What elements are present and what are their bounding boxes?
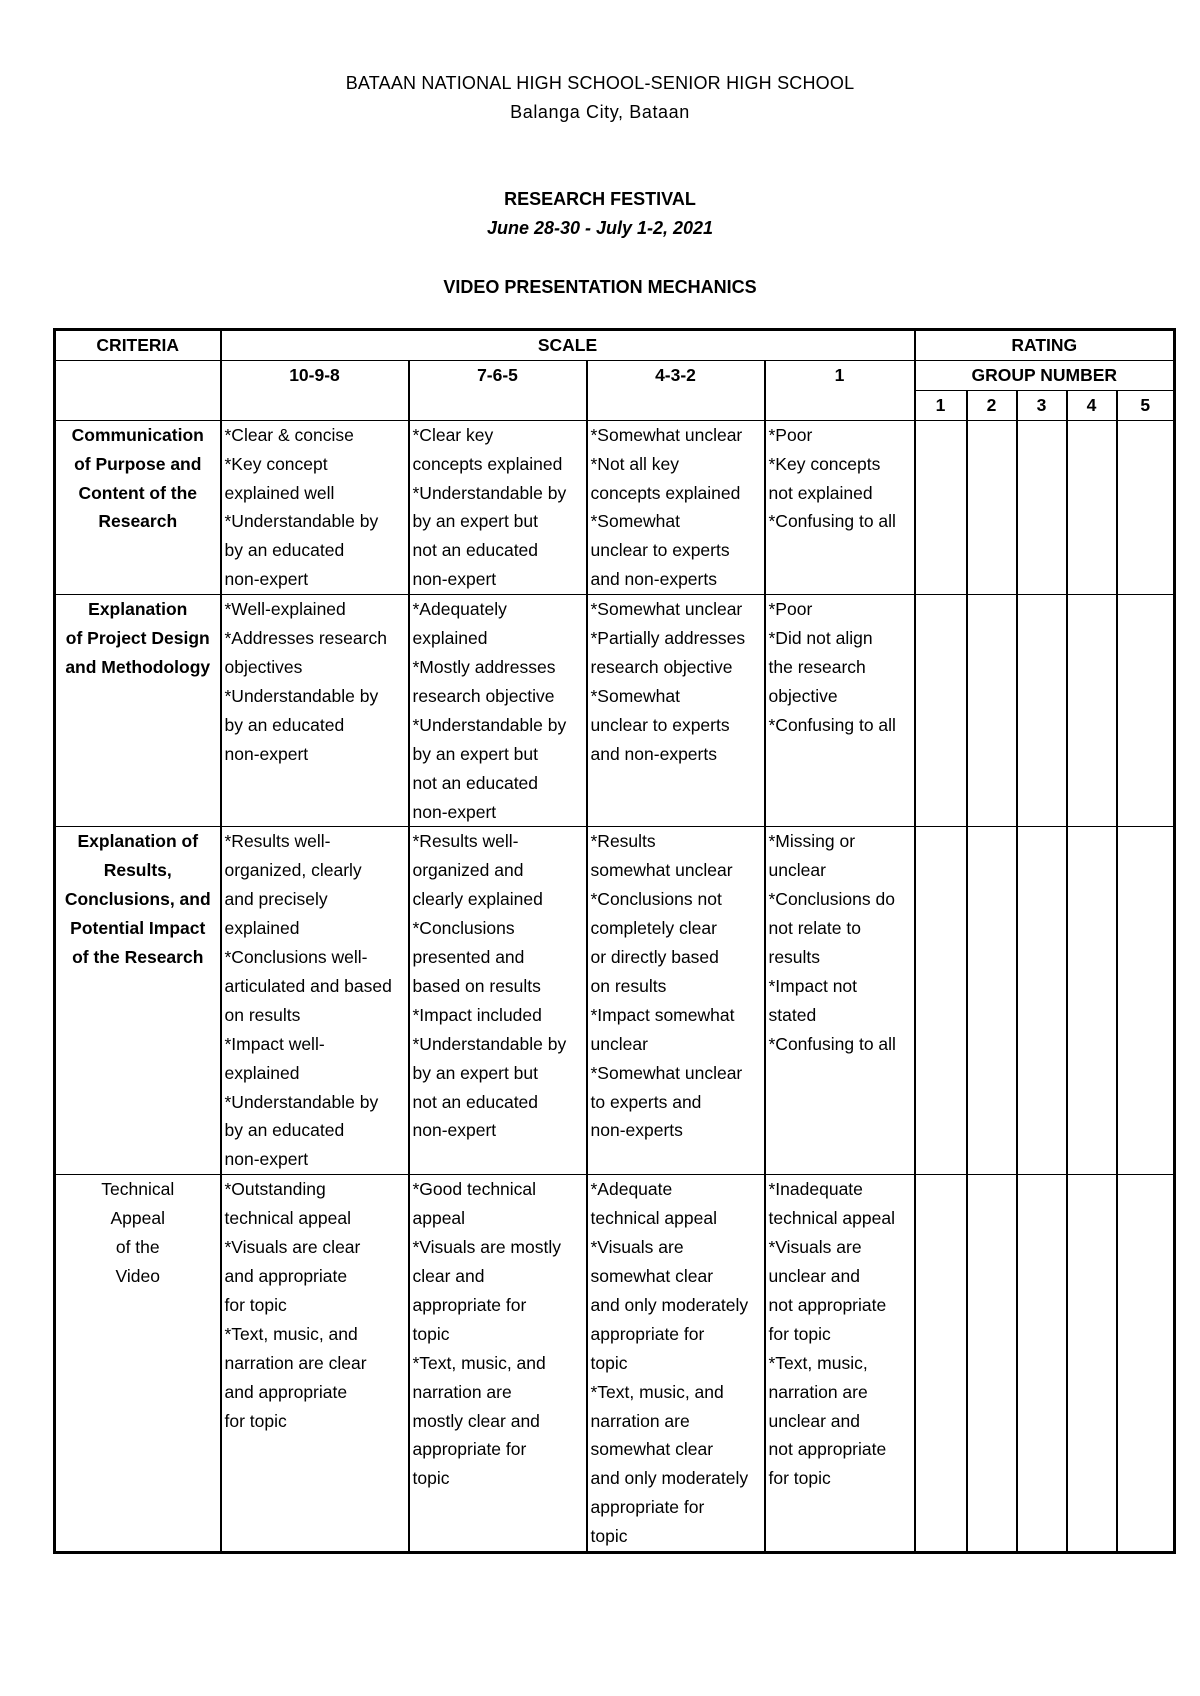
description-line: *Impact included: [412, 1004, 542, 1025]
scale-level: 7-6-5: [409, 360, 587, 420]
description-line: *Results well-: [224, 831, 331, 852]
group-number: 2: [967, 390, 1017, 420]
description-line: technical appeal: [590, 1208, 717, 1229]
criteria-row: [55, 1175, 1175, 1553]
scale-description: [587, 1175, 765, 1553]
criteria-row: [55, 595, 1175, 827]
rating-cell[interactable]: [1117, 420, 1175, 594]
description-line: *Missing or: [768, 831, 856, 852]
description-line: the research: [768, 656, 866, 677]
description-line: *Somewhat: [590, 685, 680, 706]
rating-cell[interactable]: [1117, 595, 1175, 827]
description-line: to experts and: [590, 1091, 702, 1112]
criteria-line: Results,: [103, 860, 172, 881]
description-line: *Somewhat unclear: [590, 599, 743, 620]
description-line: *Impact not: [768, 975, 858, 996]
description-line: explained well: [224, 482, 335, 503]
criteria-line: of Purpose and: [74, 453, 202, 474]
scale-description: [221, 827, 409, 1175]
rating-header: RATING: [915, 330, 1175, 361]
description-line: *Understandable by: [412, 482, 567, 503]
description-line: appropriate for: [412, 1439, 527, 1460]
description-line: unclear: [768, 860, 826, 881]
description-line: *Results: [590, 831, 656, 852]
description-line: by an expert but: [412, 511, 538, 532]
description-line: unclear: [590, 1033, 648, 1054]
description-line: narration are: [590, 1410, 690, 1431]
description-line: non-expert: [412, 569, 497, 590]
description-line: *Text, music, and: [412, 1352, 546, 1373]
criteria-line: Video: [115, 1266, 160, 1286]
scale-description: [409, 827, 587, 1175]
description-line: and only moderately: [590, 1468, 749, 1489]
description-line: not appropriate: [768, 1439, 887, 1460]
description-line: *Understandable by: [224, 685, 379, 706]
description-line: based on results: [412, 975, 541, 996]
description-line: *Well-explained: [224, 599, 346, 620]
scale-description: [221, 595, 409, 827]
scale-description: [765, 827, 915, 1175]
criteria-line: of the: [115, 1237, 160, 1258]
description-line: somewhat clear: [590, 1439, 714, 1460]
description-line: topic: [412, 1323, 450, 1344]
description-line: and non-experts: [590, 569, 717, 590]
rating-cell[interactable]: [1067, 827, 1117, 1175]
description-line: *Poor: [768, 424, 813, 445]
description-line: for topic: [224, 1294, 287, 1315]
description-line: concepts explained: [412, 453, 563, 474]
description-line: explained: [412, 628, 488, 649]
description-line: unclear to experts: [590, 540, 730, 561]
school-name: BATAAN NATIONAL HIGH SCHOOL-SENIOR HIGH SCHOOL: [345, 73, 855, 93]
rubric-title: VIDEO PRESENTATION MECHANICS: [443, 277, 757, 297]
description-line: objectives: [224, 656, 303, 677]
description-line: by an expert but: [412, 1062, 538, 1083]
description-line: appropriate for: [412, 1294, 527, 1315]
scale-level: 4-3-2: [587, 360, 765, 420]
criteria-name: [55, 827, 221, 1175]
scale-levels-row: [55, 360, 1175, 390]
description-line: by an educated: [224, 1120, 345, 1141]
description-line: *Understandable by: [412, 714, 567, 735]
description-line: *Conclusions not: [590, 889, 722, 910]
description-line: and precisely: [224, 889, 328, 910]
rating-cell[interactable]: [915, 595, 967, 827]
criteria-header: CRITERIA: [55, 330, 221, 361]
description-line: technical appeal: [768, 1208, 895, 1229]
description-line: and appropriate: [224, 1381, 348, 1402]
description-line: non-expert: [224, 743, 309, 764]
rubric-body: [55, 420, 1175, 1552]
description-line: clear and: [412, 1266, 485, 1286]
group-number: 1: [915, 390, 967, 420]
criteria-line: Explanation of: [77, 831, 199, 852]
description-line: research objective: [412, 685, 555, 706]
rating-cell[interactable]: [967, 595, 1017, 827]
description-line: clearly explained: [412, 889, 543, 910]
scale-description: [409, 420, 587, 594]
description-line: non-expert: [224, 569, 309, 590]
description-line: presented and: [412, 947, 525, 968]
description-line: *Conclusions well-: [224, 947, 368, 968]
description-line: *Results well-: [412, 831, 519, 852]
description-line: non-expert: [224, 1149, 309, 1170]
description-line: *Text, music, and: [590, 1381, 724, 1402]
scale-description: [409, 1175, 587, 1553]
description-line: not an educated: [412, 1091, 539, 1112]
scale-description: [765, 1175, 915, 1553]
description-line: unclear to experts: [590, 714, 730, 735]
scale-description: [765, 595, 915, 827]
description-line: *Inadequate: [768, 1179, 863, 1200]
scale-description: [587, 827, 765, 1175]
description-line: *Confusing to all: [768, 511, 896, 532]
description-line: *Visuals are clear: [224, 1237, 361, 1258]
description-line: by an expert but: [412, 743, 538, 764]
scale-description: [765, 420, 915, 594]
description-line: concepts explained: [590, 482, 741, 503]
description-line: completely clear: [590, 918, 717, 939]
description-line: *Confusing to all: [768, 714, 896, 735]
rating-cell[interactable]: [967, 420, 1017, 594]
description-line: *Partially addresses: [590, 628, 746, 649]
description-line: *Somewhat unclear: [590, 1062, 743, 1083]
description-line: technical appeal: [224, 1208, 351, 1229]
description-line: *Text, music, and: [224, 1323, 358, 1344]
description-line: *Confusing to all: [768, 1033, 896, 1054]
rating-cell[interactable]: [1067, 595, 1117, 827]
criteria-line: Appeal: [110, 1208, 165, 1229]
description-line: articulated and based: [224, 975, 392, 996]
criteria-line: Conclusions, and: [64, 889, 211, 910]
description-line: topic: [412, 1468, 450, 1489]
description-line: not an educated: [412, 772, 539, 793]
rating-cell[interactable]: [1017, 420, 1067, 594]
description-line: *Addresses research: [224, 628, 387, 649]
description-line: explained: [224, 918, 300, 939]
rating-cell[interactable]: [967, 1175, 1017, 1553]
group-number: 5: [1117, 390, 1175, 420]
rating-cell[interactable]: [915, 1175, 967, 1553]
description-line: narration are: [768, 1381, 868, 1402]
scale-description: [221, 420, 409, 594]
description-line: on results: [590, 975, 667, 996]
description-line: unclear and: [768, 1410, 860, 1431]
group-number: 4: [1067, 390, 1117, 420]
description-line: narration are clear: [224, 1352, 367, 1373]
rating-cell[interactable]: [1117, 1175, 1175, 1553]
description-line: *Impact well-: [224, 1033, 325, 1054]
description-line: unclear and: [768, 1266, 860, 1286]
description-line: *Understandable by: [224, 1091, 379, 1112]
rating-cell[interactable]: [967, 827, 1017, 1175]
description-line: by an educated: [224, 540, 345, 561]
criteria-line: Research: [98, 511, 178, 532]
description-line: *Mostly addresses: [412, 656, 556, 677]
description-line: *Key concepts: [768, 453, 881, 474]
description-line: *Conclusions do: [768, 889, 895, 910]
description-line: for topic: [224, 1410, 287, 1431]
description-line: *Somewhat unclear: [590, 424, 743, 445]
description-line: *Poor: [768, 599, 813, 620]
rating-cell[interactable]: [1117, 827, 1175, 1175]
criteria-line: of the Research: [72, 947, 204, 968]
description-line: topic: [590, 1526, 628, 1547]
description-line: *Visuals are mostly: [412, 1237, 561, 1258]
description-line: somewhat unclear: [590, 860, 733, 881]
description-line: or directly based: [590, 947, 719, 968]
description-line: *Clear key: [412, 424, 494, 445]
description-line: not explained: [768, 482, 873, 503]
description-line: results: [768, 947, 821, 968]
criteria-row: [55, 827, 1175, 1175]
rating-cell[interactable]: [1067, 420, 1117, 594]
description-line: topic: [590, 1352, 628, 1373]
description-line: *Did not align: [768, 628, 873, 649]
rating-cell[interactable]: [1017, 595, 1067, 827]
description-line: *Adequately: [412, 599, 507, 620]
description-line: and non-experts: [590, 743, 717, 764]
event-dates: June 28-30 - July 1-2, 2021: [486, 218, 714, 238]
scale-description: [409, 595, 587, 827]
rating-cell[interactable]: [915, 420, 967, 594]
description-line: *Understandable by: [224, 511, 379, 532]
rating-cell[interactable]: [915, 827, 967, 1175]
description-line: appropriate for: [590, 1497, 705, 1518]
description-line: not relate to: [768, 918, 861, 939]
description-line: *Visuals are: [768, 1237, 862, 1258]
description-line: non-expert: [412, 1120, 497, 1141]
description-line: organized, clearly: [224, 860, 362, 881]
scale-header: SCALE: [221, 330, 915, 361]
description-line: objective: [768, 685, 838, 706]
description-line: *Key concept: [224, 453, 328, 474]
description-line: *Understandable by: [412, 1033, 567, 1054]
description-line: on results: [224, 1004, 301, 1025]
event-title: RESEARCH FESTIVAL: [504, 189, 696, 209]
description-line: appeal: [412, 1208, 466, 1229]
description-line: narration are: [412, 1381, 512, 1402]
description-line: *Clear & concise: [224, 424, 354, 445]
description-line: non-experts: [590, 1120, 683, 1141]
description-line: not appropriate: [768, 1294, 887, 1315]
description-line: *Conclusions: [412, 918, 515, 939]
description-line: *Visuals are: [590, 1237, 684, 1258]
description-line: for topic: [768, 1468, 831, 1489]
description-line: and appropriate: [224, 1266, 348, 1286]
school-city: Balanga City, Bataan: [510, 102, 690, 122]
description-line: *Adequate: [590, 1179, 673, 1200]
scale-level: 10-9-8: [221, 360, 409, 420]
scale-description: [587, 420, 765, 594]
scale-description: [221, 1175, 409, 1553]
table-header-row: [55, 330, 1175, 361]
criteria-name: [55, 1175, 221, 1553]
rating-cell[interactable]: [1067, 1175, 1117, 1553]
empty-criteria-cell: [55, 360, 221, 420]
description-line: not an educated: [412, 540, 539, 561]
description-line: non-expert: [412, 801, 497, 822]
criteria-line: Communication: [71, 424, 204, 445]
criteria-line: Potential Impact: [70, 918, 206, 939]
description-line: mostly clear and: [412, 1410, 540, 1431]
rating-cell[interactable]: [1017, 1175, 1067, 1553]
description-line: *Text, music,: [768, 1352, 868, 1373]
description-line: *Impact somewhat: [590, 1004, 735, 1025]
description-line: and only moderately: [590, 1294, 749, 1315]
rating-cell[interactable]: [1017, 827, 1067, 1175]
criteria-row: [55, 420, 1175, 594]
criteria-name: [55, 595, 221, 827]
criteria-name: [55, 420, 221, 594]
description-line: somewhat clear: [590, 1266, 714, 1286]
scale-description: [587, 595, 765, 827]
criteria-line: Explanation: [88, 599, 188, 620]
criteria-line: Technical: [101, 1179, 175, 1200]
description-line: stated: [768, 1004, 817, 1025]
scale-level: 1: [765, 360, 915, 420]
rubric-table: [53, 328, 1176, 1554]
description-line: explained: [224, 1062, 300, 1083]
description-line: appropriate for: [590, 1323, 705, 1344]
criteria-line: Content of the: [78, 482, 198, 503]
description-line: *Not all key: [590, 453, 680, 474]
criteria-line: of Project Design: [65, 628, 210, 649]
description-line: *Outstanding: [224, 1179, 326, 1200]
group-number: 3: [1017, 390, 1067, 420]
description-line: by an educated: [224, 714, 345, 735]
criteria-line: and Methodology: [65, 656, 211, 677]
description-line: *Good technical: [412, 1179, 537, 1200]
description-line: research objective: [590, 656, 733, 677]
description-line: for topic: [768, 1323, 831, 1344]
description-line: organized and: [412, 860, 524, 881]
description-line: *Somewhat: [590, 511, 680, 532]
group-number-header: GROUP NUMBER: [915, 360, 1175, 390]
